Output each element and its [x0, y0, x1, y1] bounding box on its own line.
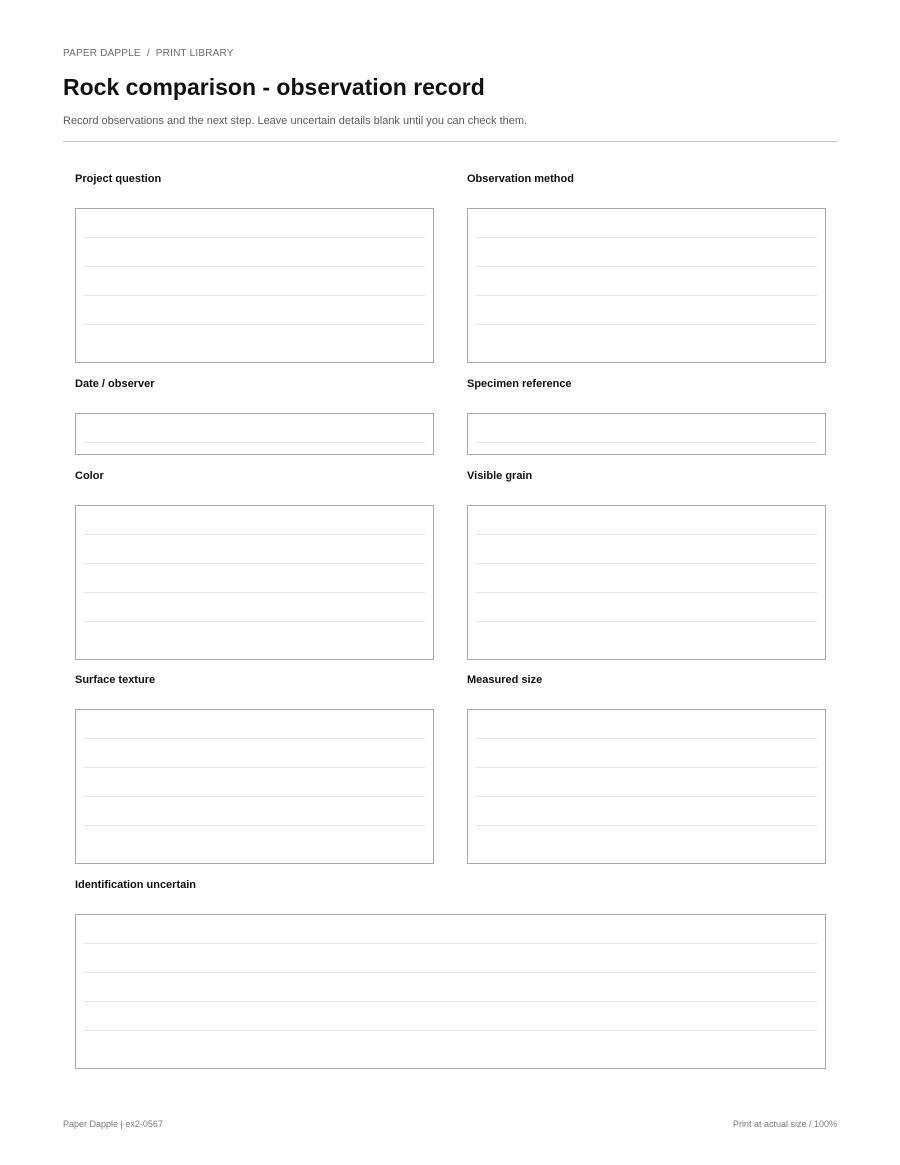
identification-uncertain-label: Identification uncertain	[75, 879, 197, 891]
writing-line	[84, 621, 425, 622]
writing-line	[476, 592, 817, 593]
page-subtitle: Record observations and the next step. Leave uncertain details blank until you can check them.	[63, 115, 528, 127]
observation-method-field[interactable]	[467, 208, 826, 363]
writing-line	[84, 1030, 817, 1031]
writing-line	[84, 972, 817, 973]
writing-line	[84, 767, 425, 768]
writing-line	[84, 738, 425, 739]
breadcrumb	[63, 48, 234, 59]
identification-uncertain-field[interactable]	[75, 914, 826, 1069]
writing-line	[476, 621, 817, 622]
writing-line	[476, 295, 817, 296]
writing-line	[84, 266, 425, 267]
writing-line	[476, 796, 817, 797]
observation-method-label: Observation method	[467, 173, 574, 185]
writing-line	[476, 563, 817, 564]
writing-line	[476, 534, 817, 535]
project-question-label: Project question	[75, 173, 162, 185]
writing-line	[84, 442, 425, 443]
writing-line	[84, 237, 425, 238]
visible-grain-label: Visible grain	[467, 470, 533, 482]
surface-texture-label: Surface texture	[75, 674, 156, 686]
writing-line	[476, 825, 817, 826]
breadcrumb-brand: PAPER DAPPLE	[63, 48, 141, 59]
header-divider	[63, 141, 837, 142]
writing-line	[84, 592, 425, 593]
specimen-reference-field[interactable]	[467, 413, 826, 455]
visible-grain-field[interactable]	[467, 505, 826, 660]
color-field[interactable]	[75, 505, 434, 660]
date-observer-label: Date / observer	[75, 378, 155, 390]
color-label: Color	[75, 470, 104, 482]
measured-size-field[interactable]	[467, 709, 826, 864]
surface-texture-field[interactable]	[75, 709, 434, 864]
writing-line	[84, 324, 425, 325]
project-question-field[interactable]	[75, 208, 434, 363]
writing-line	[476, 767, 817, 768]
writing-line	[476, 266, 817, 267]
date-observer-field[interactable]	[75, 413, 434, 455]
writing-line	[476, 237, 817, 238]
writing-line	[476, 442, 817, 443]
writing-line	[476, 324, 817, 325]
footer-reference: Paper Dapple | ex2-0567	[63, 1119, 163, 1129]
writing-line	[84, 563, 425, 564]
writing-line	[84, 825, 425, 826]
breadcrumb-section: PRINT LIBRARY	[155, 48, 234, 59]
writing-line	[476, 738, 817, 739]
writing-line	[84, 1001, 817, 1002]
measured-size-label: Measured size	[467, 674, 543, 686]
writing-line	[84, 943, 817, 944]
page-title: Rock comparison - observation record	[63, 74, 485, 100]
writing-line	[84, 796, 425, 797]
footer-print-note: Print at actual size / 100%	[732, 1119, 837, 1129]
breadcrumb-separator: /	[146, 48, 150, 59]
writing-line	[84, 534, 425, 535]
writing-line	[84, 295, 425, 296]
specimen-reference-label: Specimen reference	[467, 378, 572, 390]
